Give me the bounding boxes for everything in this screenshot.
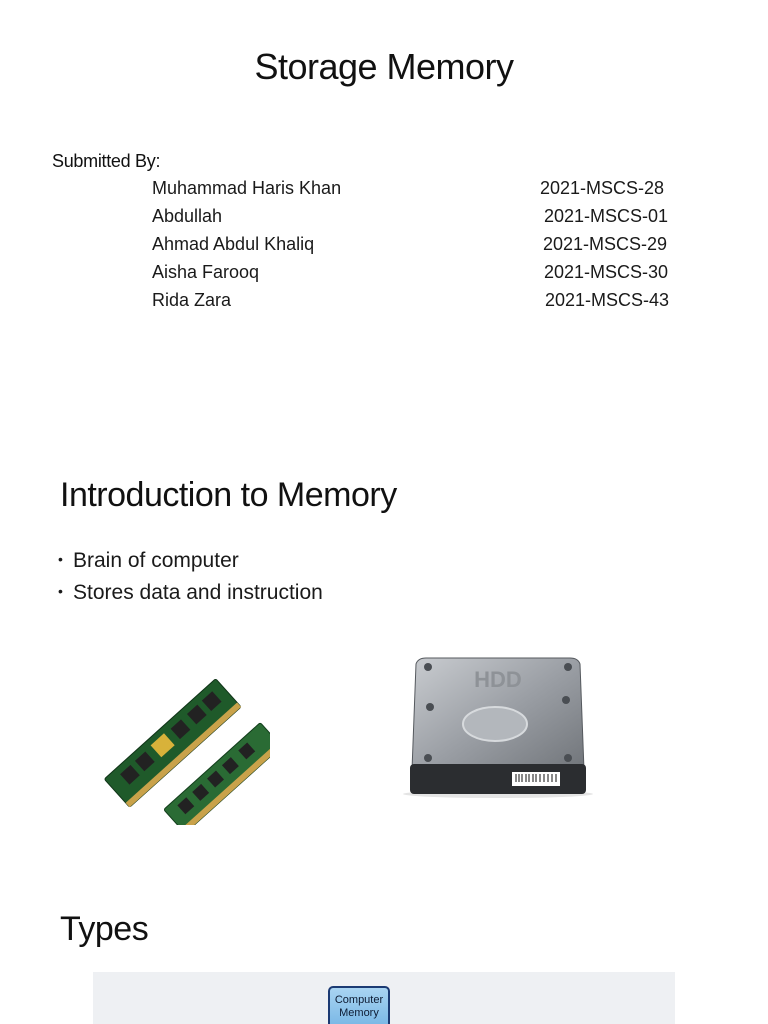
diagram-node-label: Memory bbox=[339, 1007, 379, 1019]
member-row bbox=[152, 178, 672, 206]
page-title: Storage Memory bbox=[254, 46, 514, 87]
member-id: 2021-MSCS-43 bbox=[545, 290, 670, 310]
types-diagram bbox=[93, 972, 675, 1024]
bullet-icon: • bbox=[58, 583, 63, 599]
member-row bbox=[152, 206, 672, 234]
member-name: Ahmad Abdul Khaliq bbox=[152, 234, 315, 254]
member-row bbox=[152, 234, 672, 262]
section-heading-introduction: Introduction to Memory bbox=[60, 476, 397, 514]
member-name: Muhammad Haris Khan bbox=[152, 178, 342, 198]
hdd-label: HDD bbox=[474, 667, 522, 692]
member-row bbox=[152, 290, 672, 318]
bullet-text: Stores data and instruction bbox=[73, 581, 323, 604]
diagram-node-label: Computer bbox=[334, 994, 384, 1006]
submitted-by-label: Submitted By: bbox=[52, 151, 161, 171]
hard-disk-image bbox=[398, 652, 598, 802]
member-id: 2021-MSCS-30 bbox=[544, 262, 669, 282]
bullet-item bbox=[58, 581, 323, 605]
diagram-node-computer-memory bbox=[328, 986, 390, 1024]
ram-modules-image bbox=[100, 645, 270, 825]
bullet-icon: • bbox=[58, 551, 63, 567]
member-id: 2021-MSCS-28 bbox=[540, 178, 665, 198]
member-id: 2021-MSCS-29 bbox=[543, 234, 668, 254]
bullet-item bbox=[58, 549, 239, 573]
member-name: Abdullah bbox=[152, 206, 223, 226]
member-name: Aisha Farooq bbox=[152, 262, 260, 282]
member-name: Rida Zara bbox=[152, 290, 232, 310]
section-heading-types: Types bbox=[60, 910, 149, 948]
bullet-text: Brain of computer bbox=[73, 549, 239, 572]
member-id: 2021-MSCS-01 bbox=[544, 206, 669, 226]
member-row bbox=[152, 262, 672, 290]
